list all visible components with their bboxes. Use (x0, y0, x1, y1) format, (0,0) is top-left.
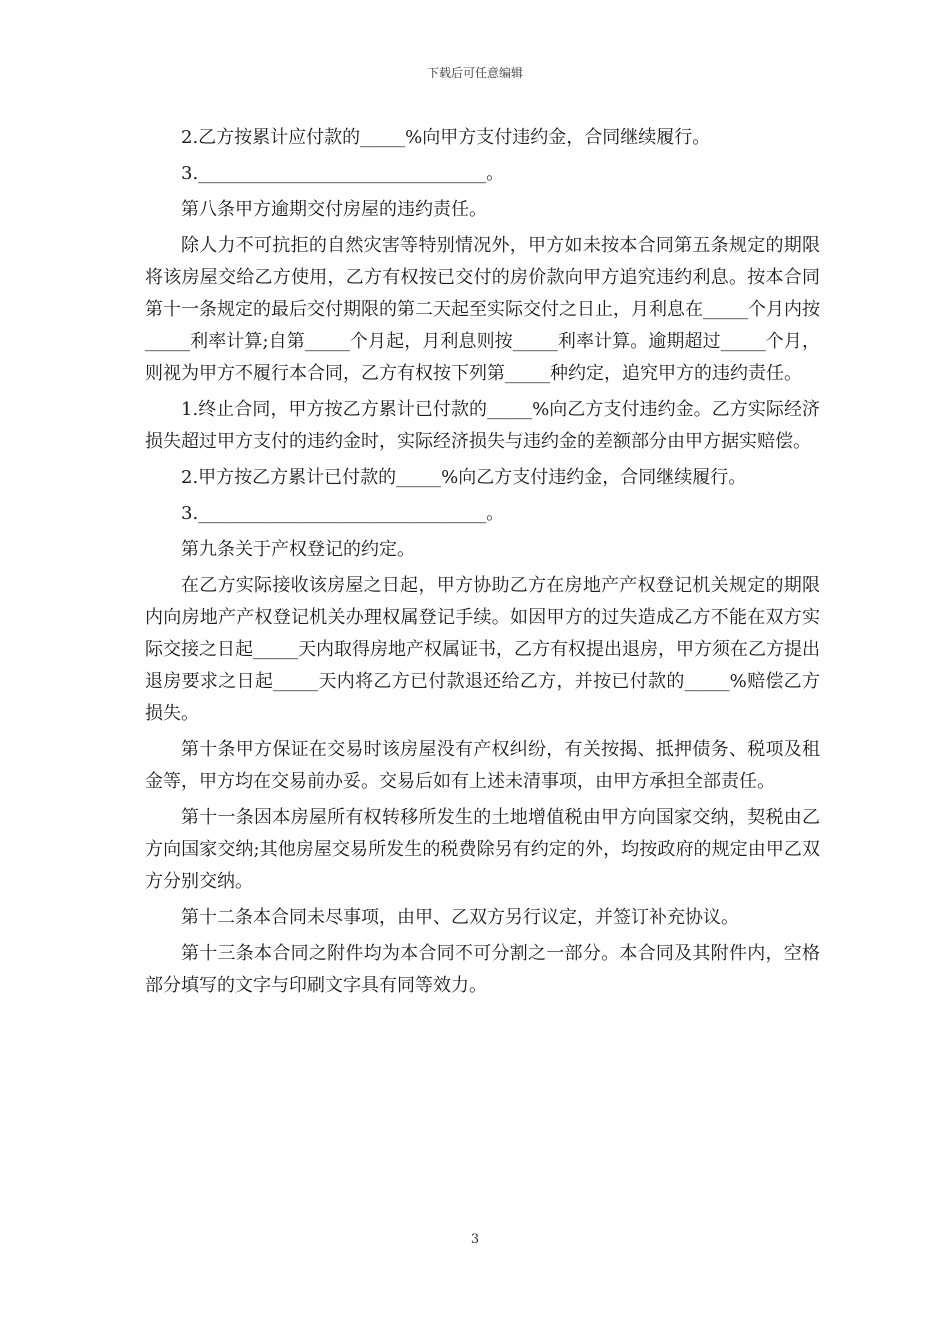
paragraph-clause-8-body: 除人力不可抗拒的自然灾害等特别情况外，甲方如未按本合同第五条规定的期限将该房屋交给乙方使用，乙方有权按已交付的房价款向甲方追究违约利息。按本合同第十一条规定的最后交付期限的第二天起至实际交付之日止，月利息在_____个月内按_____利率计算;自第_____个月起，月利息则按_____利率计算。逾期超过_____个月，则视为甲方不履行本合同，乙方有权按下列第_____种约定，追究甲方的违约责任。 (145, 235, 820, 384)
heading-clause-9: 第九条关于产权登记的约定。 (181, 539, 415, 560)
paragraph-clause-13: 第十三条本合同之附件均为本合同不可分割之一部分。本合同及其附件内，空格部分填写的文字与印刷文字具有同等效力。 (145, 943, 820, 996)
document-body (145, 122, 820, 1006)
paragraph-clause-9-body: 在乙方实际接收该房屋之日起，甲方协助乙方在房地产产权登记机关规定的期限内向房地产产权登记机关办理权属登记手续。如因甲方的过失造成乙方不能在双方实际交接之日起_____天内取得房地产权属证书，乙方有权提出退房，甲方须在乙方提出退房要求之日起_____天内将乙方已付款退还给乙方，并按已付款的_____%赔偿乙方损失。 (145, 575, 820, 724)
paragraph-clause-8-item-1: 1.终止合同，甲方按乙方累计已付款的_____%向乙方支付违约金。乙方实际经济损失超过甲方支付的违约金时，实际经济损失与违约金的差额部分由甲方据实赔偿。 (145, 399, 820, 452)
paragraph-clause-8-item-2: 2.甲方按乙方累计已付款的_____%向乙方支付违约金，合同继续履行。 (181, 467, 747, 488)
paragraph-clause-8-item-3: 3.________________________________。 (181, 503, 505, 524)
page-number: 3 (470, 1232, 480, 1247)
paragraph-clause-12: 第十二条本合同未尽事项，由甲、乙双方另行议定，并签订补充协议。 (181, 907, 739, 928)
paragraph-clause-7-item-2: 2.乙方按累计应付款的_____%向甲方支付违约金，合同继续履行。 (181, 127, 711, 148)
paragraph-clause-10: 第十条甲方保证在交易时该房屋没有产权纠纷，有关按揭、抵押债务、税项及租金等，甲方均在交易前办妥。交易后如有上述未清事项，由甲方承担全部责任。 (145, 739, 820, 792)
paragraph-clause-7-item-3: 3.________________________________。 (181, 163, 505, 184)
heading-clause-8: 第八条甲方逾期交付房屋的违约责任。 (181, 199, 487, 220)
paragraph-clause-11: 第十一条因本房屋所有权转移所发生的土地增值税由甲方向国家交纳，契税由乙方向国家交纳;其他房屋交易所发生的税费除另有约定的外，均按政府的规定由甲乙双方分别交纳。 (145, 807, 820, 892)
page-header: 下载后可任意编辑 (426, 66, 523, 80)
